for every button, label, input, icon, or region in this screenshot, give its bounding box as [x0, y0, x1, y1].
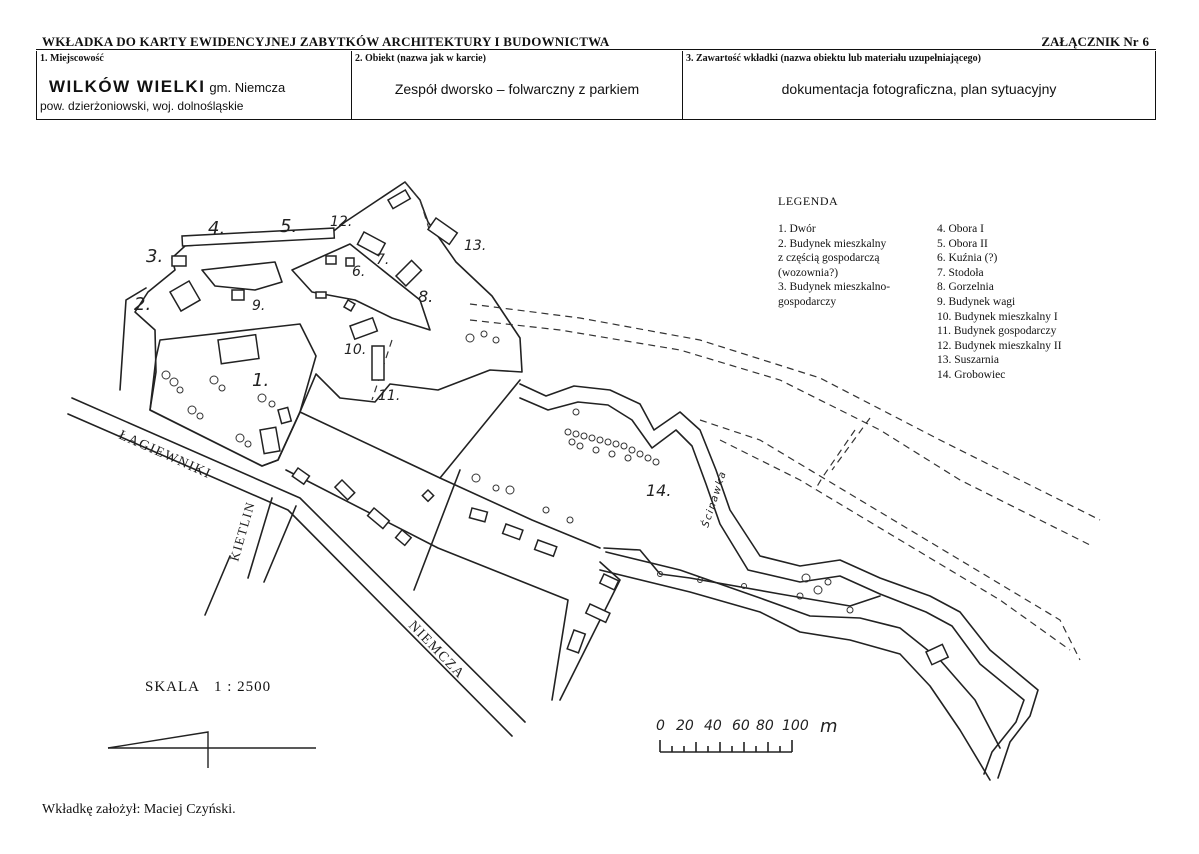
building-12 — [388, 190, 410, 209]
legend-item: 4. Obora I — [937, 223, 984, 235]
legend-item: 5. Obora II — [937, 237, 988, 250]
building-6 — [326, 256, 336, 264]
farm-building-6 — [469, 508, 487, 522]
map-num-11: 11. — [378, 388, 401, 404]
farm-building-5 — [422, 490, 433, 501]
dashed-road-7 — [405, 182, 430, 232]
building-lodge-2 — [278, 407, 291, 423]
map-num-7: 7. — [376, 252, 390, 268]
map-num-10: 10. — [344, 342, 367, 358]
legend-item: 7. Stodoła — [937, 266, 984, 279]
building-9 — [232, 290, 244, 300]
grobowiec-marker — [926, 644, 948, 664]
legend-item: z częścią gospodarczą — [778, 252, 880, 265]
legend-item: 10. Budynek mieszkalny I — [937, 310, 1058, 323]
scale-lbl-m: m — [820, 716, 838, 737]
building-8 — [396, 260, 421, 285]
map-num-4: 4. — [208, 218, 226, 239]
legend-item: 11. Budynek gospodarczy — [937, 325, 1057, 338]
river-bank-east-4 — [600, 570, 990, 780]
building-11 — [372, 346, 384, 380]
scale-label: SKALA — [145, 679, 201, 695]
field-line-1 — [440, 380, 520, 478]
attachment-number: 6 — [1142, 34, 1149, 49]
legend-item: 14. Grobowiec — [937, 368, 1006, 381]
content-value: dokumentacja fotograficzna, plan sytuacyjny — [781, 81, 1057, 97]
building-small-2 — [344, 300, 355, 311]
road-lagiewniki-lower — [68, 414, 512, 736]
legend-item: gospodarczy — [778, 295, 837, 308]
legend-item: (wozownia?) — [778, 266, 839, 279]
locality-gm: gm. Niemcza — [209, 80, 286, 95]
legend-item: 12. Budynek mieszkalny II — [937, 339, 1062, 352]
farm-building-1 — [292, 468, 309, 484]
scale-lbl-80: 80 — [756, 718, 774, 734]
legend-item: 8. Gorzelnia — [937, 281, 994, 294]
building-obora-4-5 — [182, 228, 334, 246]
field-block-2 — [286, 470, 568, 700]
legend-item: 6. Kuźnia (?) — [937, 252, 998, 265]
scale-bar — [660, 740, 792, 752]
map-num-3: 3. — [146, 246, 164, 267]
sheet-title: WKŁADKA DO KARTY EWIDENCYJNEJ ZABYTKÓW ARCHITEKTURY I BUDOWNICTWA — [42, 34, 610, 49]
content-label: 3. Zawartość wkładki (nazwa obiektu lub materiału uzupełniającego) — [686, 53, 982, 64]
field-block-1 — [300, 412, 600, 548]
building-lodge — [260, 427, 280, 453]
scale-text — [145, 679, 271, 696]
yard-loop — [202, 262, 282, 290]
building-10 — [350, 318, 377, 339]
map-num-8: 8. — [418, 287, 434, 306]
field-line-2 — [414, 470, 460, 590]
legend-item: 3. Budynek mieszkalno- — [778, 281, 891, 294]
object-value: Zespół dworsko – folwarczny z parkiem — [394, 81, 640, 97]
map-num-1: 1. — [252, 370, 270, 391]
scale-lbl-40: 40 — [704, 718, 722, 734]
river-label: Ścinawka — [700, 469, 730, 529]
legend-item: 9. Budynek wagi — [937, 295, 1016, 308]
street-label-ketlin: KIETLIN — [226, 499, 258, 563]
scale-ratio: 1 : 2500 — [214, 679, 272, 695]
locality-district: pow. dzierżoniowski, woj. dolnośląskie — [40, 99, 244, 113]
scale-lbl-20: 20 — [676, 718, 694, 734]
road-kietlin-right — [264, 506, 296, 582]
building-2 — [170, 281, 200, 311]
farm-building-11 — [567, 630, 585, 653]
legend-item: 2. Budynek mieszkalny — [778, 237, 887, 250]
dashed-road-4 — [832, 418, 870, 470]
dashed-road-3 — [815, 430, 855, 490]
scale-lbl-100: 100 — [782, 718, 809, 734]
building-3 — [172, 256, 186, 266]
map-num-2: 2. — [134, 294, 152, 315]
map-num-13: 13. — [464, 238, 487, 254]
dashed-road-5 — [700, 420, 1080, 660]
farm-building-3 — [368, 508, 390, 529]
yard-loop-2 — [292, 244, 430, 330]
author-footer: Wkładkę założył: Maciej Czyński. — [42, 802, 236, 817]
map-num-12: 12. — [330, 214, 353, 230]
map-num-9: 9. — [252, 298, 266, 314]
legend-col-2 — [937, 222, 1062, 383]
legend-col-1 — [778, 222, 890, 310]
scale-lbl-60: 60 — [732, 718, 750, 734]
map-num-14: 14. — [646, 481, 672, 500]
north-arrow — [108, 732, 208, 768]
farm-building-7 — [503, 524, 523, 540]
attachment-label-text: ZAŁĄCZNIK Nr — [1041, 34, 1139, 49]
legend-item: 13. Suszarnia — [937, 354, 999, 367]
locality-label: 1. Miejscowość — [40, 53, 104, 64]
map-num-5: 5. — [280, 216, 298, 237]
building-small-1 — [316, 292, 326, 298]
legend-title: LEGENDA — [778, 194, 839, 208]
object-label: 2. Obiekt (nazwa jak w karcie) — [355, 53, 486, 64]
river-bank-upper — [520, 384, 1038, 778]
park-boundary — [135, 182, 522, 466]
farm-building-8 — [535, 540, 557, 556]
locality-name: WILKÓW WIELKI — [49, 77, 206, 96]
scale-bar-labels — [656, 716, 838, 737]
street-label-lagiewniki: ŁAGIEWNIKI — [116, 427, 214, 483]
scale-lbl-0: 0 — [656, 718, 665, 734]
building-13 — [428, 218, 457, 244]
map-num-6: 6. — [352, 264, 366, 280]
road-kietlin-arrow — [205, 556, 230, 615]
legend-item: 1. Dwór — [778, 223, 816, 235]
street-label-niemcza: NIEMCZA — [405, 618, 468, 683]
building-dwor — [218, 335, 259, 364]
